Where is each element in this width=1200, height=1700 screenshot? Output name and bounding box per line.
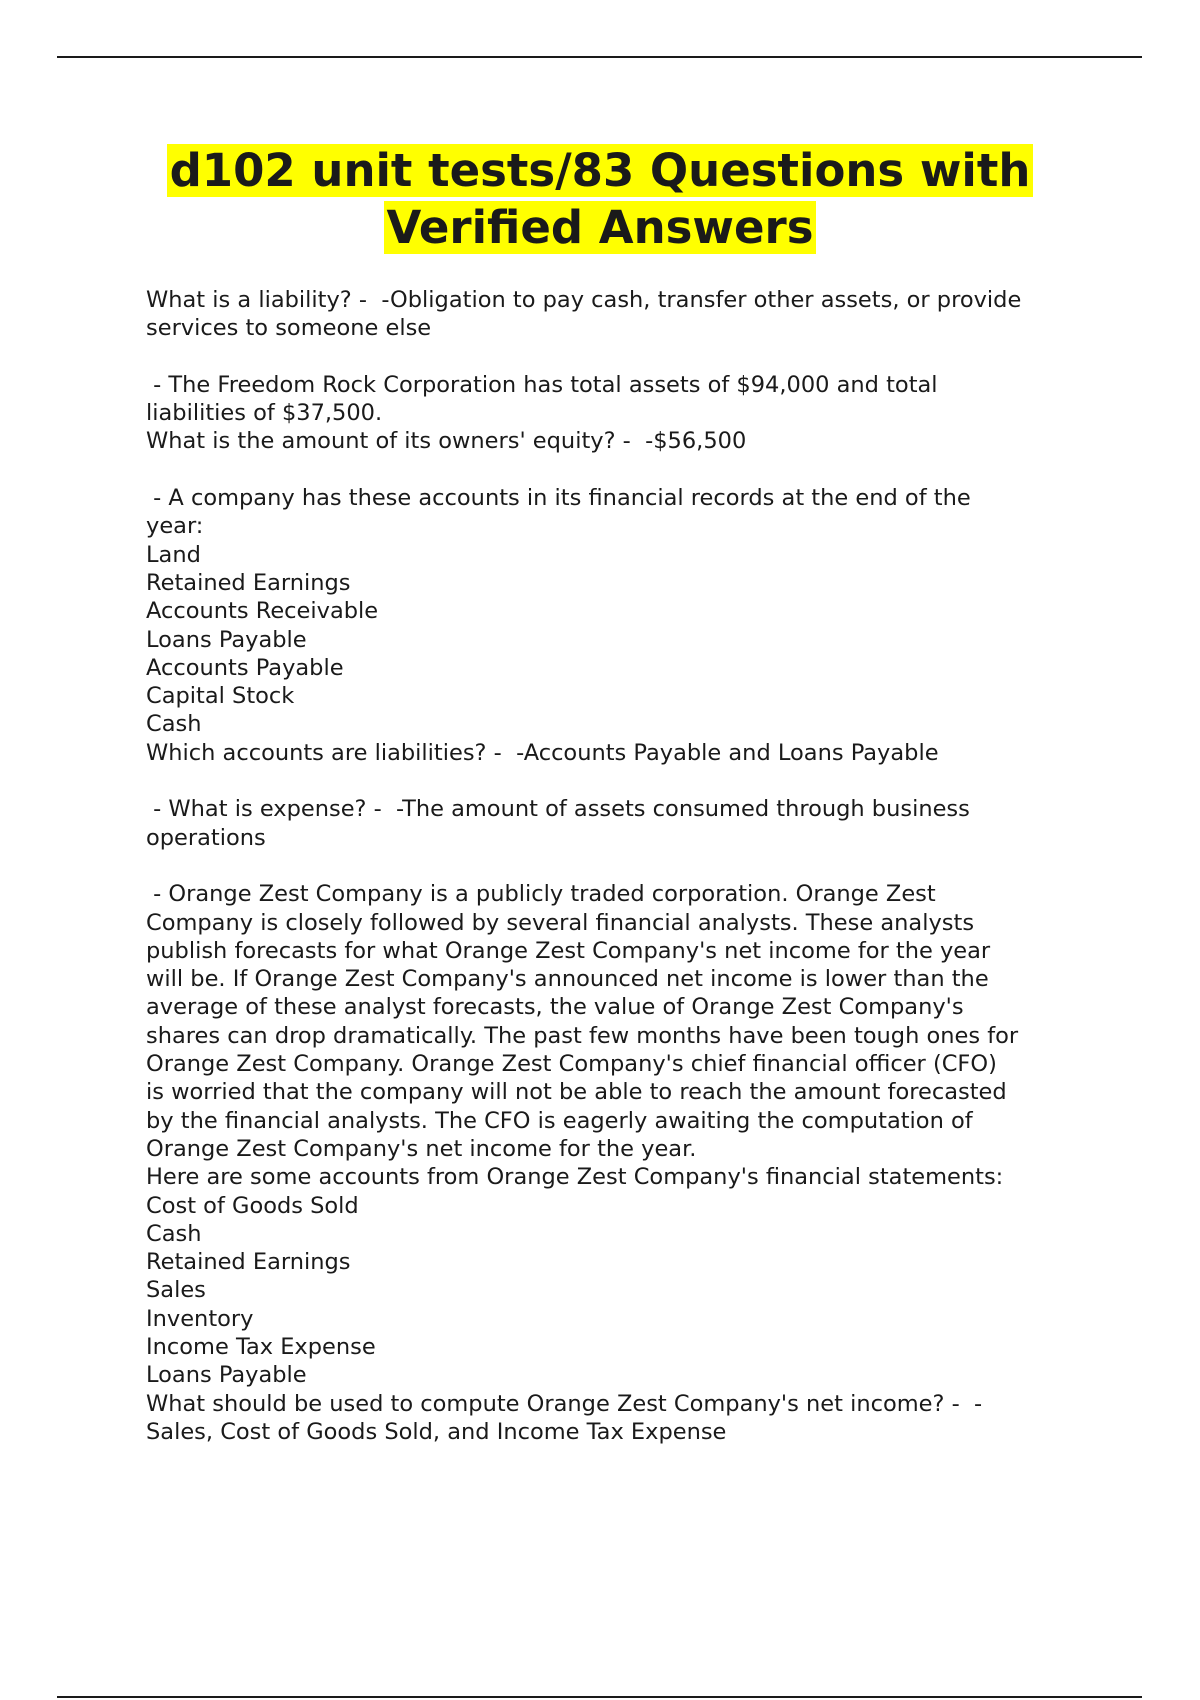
question-block (146, 286, 1096, 343)
question-list (146, 286, 1096, 1474)
text-line: - What is expense? - -The amount of assets consumed through business (146, 796, 970, 823)
text-line: Income Tax Expense (146, 1333, 376, 1360)
text-line: - Orange Zest Company is a publicly traded corporation. Orange Zest (146, 881, 936, 908)
text-line: Inventory (146, 1305, 254, 1332)
title-line-1: d102 unit tests/83 Questions with (167, 144, 1034, 197)
text-line: average of these analyst forecasts, the value of Orange Zest Company's (146, 994, 964, 1021)
text-line: by the financial analysts. The CFO is eagerly awaiting the computation of (146, 1107, 973, 1134)
text-line: operations (146, 824, 266, 851)
top-rule (57, 56, 1142, 58)
question-block (146, 371, 1096, 456)
text-line: year: (146, 513, 204, 540)
text-line: Accounts Payable (146, 654, 344, 681)
text-line: will be. If Orange Zest Company's announced net income is lower than the (146, 966, 989, 993)
text-line: Capital Stock (146, 683, 295, 710)
text-line: Company is closely followed by several financial analysts. These analysts (146, 909, 975, 936)
text-line: Which accounts are liabilities? - -Accounts Payable and Loans Payable (146, 739, 939, 766)
text-line: Sales, Cost of Goods Sold, and Income Tax Expense (146, 1418, 727, 1445)
text-line: What is the amount of its owners' equity? - -$56,500 (146, 428, 747, 455)
text-line: What is a liability? - -Obligation to pay cash, transfer other assets, or provide (146, 287, 1022, 313)
text-line: - A company has these accounts in its financial records at the end of the (146, 485, 971, 512)
text-line: is worried that the company will not be able to reach the amount forecasted (146, 1079, 1007, 1106)
bottom-rule (57, 1696, 1142, 1698)
text-line: Cash (146, 1220, 202, 1247)
text-line: Sales (146, 1277, 206, 1304)
text-line: Orange Zest Company's net income for the year. (146, 1135, 697, 1162)
text-line: Retained Earnings (146, 569, 351, 596)
text-line: Land (146, 541, 201, 568)
title-line-2: Verified Answers (384, 201, 817, 254)
text-line: publish forecasts for what Orange Zest Company's net income for the year (146, 937, 991, 964)
text-line: What should be used to compute Orange Zest Company's net income? - - (146, 1390, 983, 1417)
question-block (146, 484, 1096, 767)
text-line: Here are some accounts from Orange Zest Company's financial statements: (146, 1164, 1004, 1191)
text-line: Accounts Receivable (146, 598, 379, 625)
document-title (80, 142, 1120, 256)
text-line: Loans Payable (146, 626, 307, 653)
text-line: Orange Zest Company. Orange Zest Company's chief financial officer (CFO) (146, 1051, 997, 1078)
text-line: - The Freedom Rock Corporation has total assets of $94,000 and total (146, 371, 938, 398)
text-line: shares can drop dramatically. The past few months have been tough ones for (146, 1022, 1019, 1049)
text-line: services to someone else (146, 315, 432, 342)
text-line: liabilities of $37,500. (146, 400, 383, 427)
text-line: Cash (146, 711, 202, 738)
question-block (146, 880, 1096, 1446)
question-block (146, 795, 1096, 852)
text-line: Loans Payable (146, 1362, 307, 1389)
text-line: Cost of Goods Sold (146, 1192, 359, 1219)
text-line: Retained Earnings (146, 1249, 351, 1276)
